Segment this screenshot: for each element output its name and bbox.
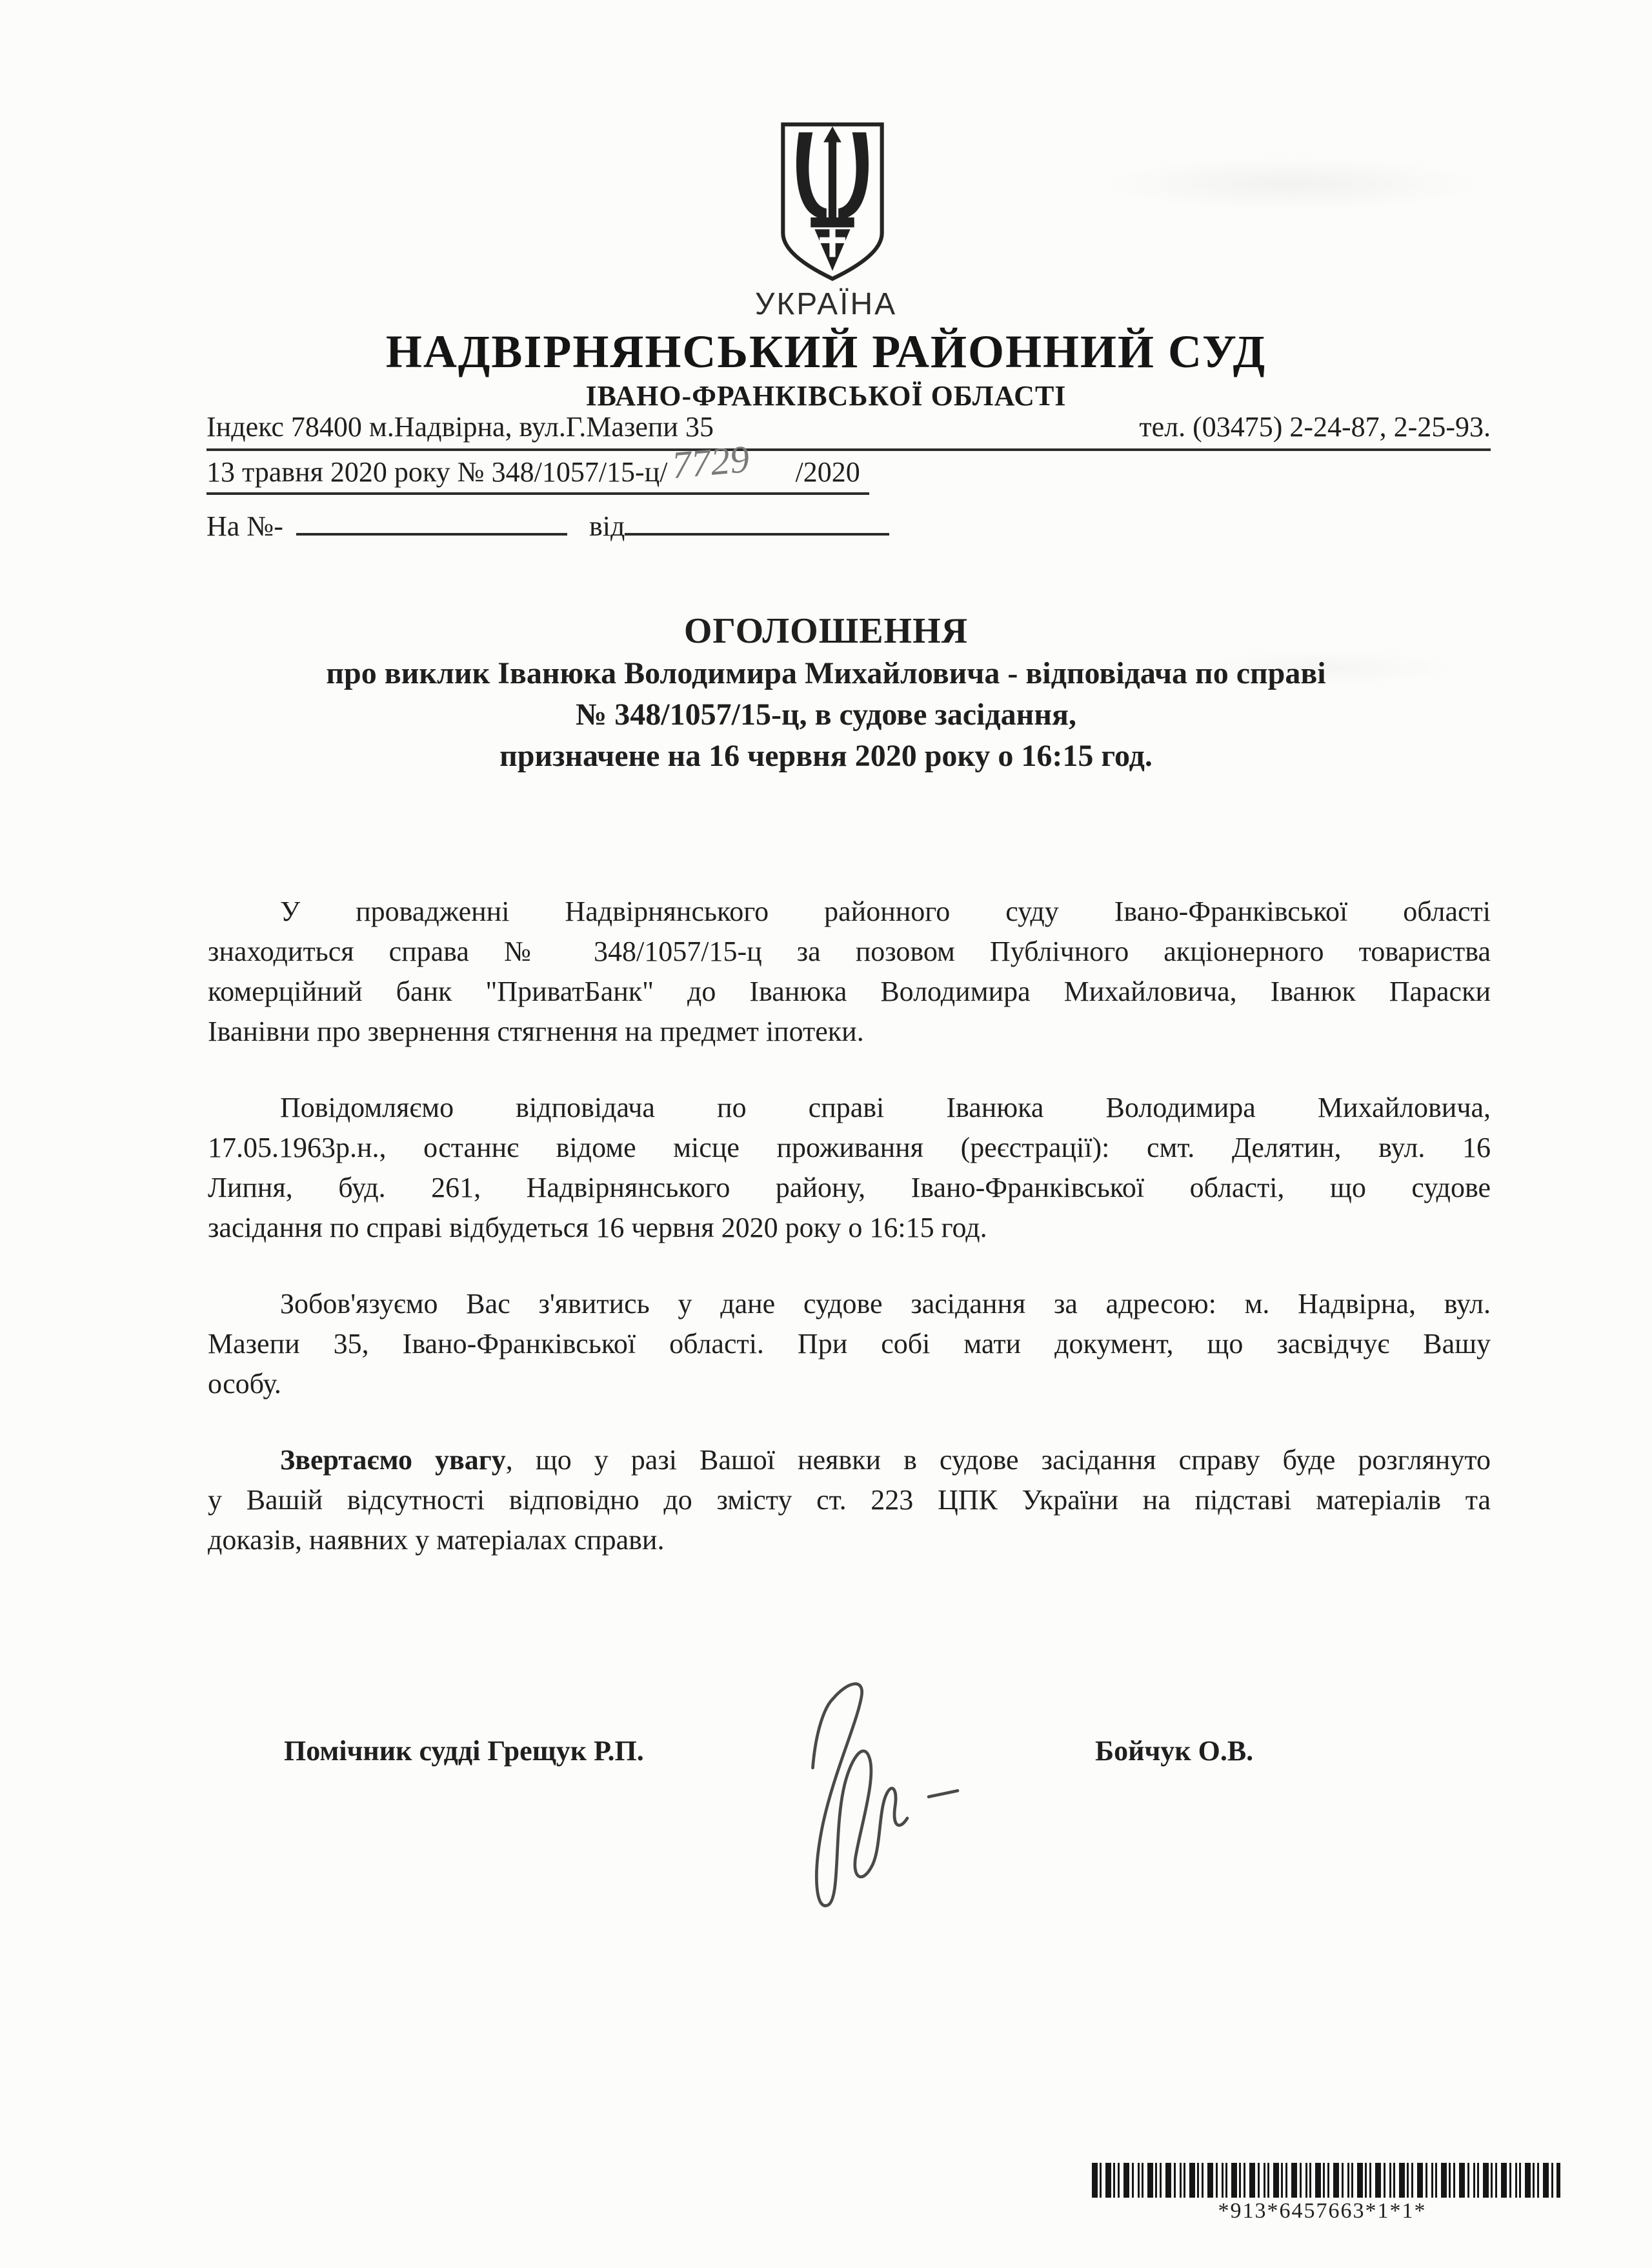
paragraph-line: Повідомляємо відповідача по справі Іванюка Володимира Михайловича,	[280, 1092, 1491, 1123]
signer-title-left: Помічник судді Грещук Р.П.	[284, 1735, 644, 1767]
paragraph-line: знаходиться справа № 348/1057/15-ц за позовом Публічного акціонерного товариства	[208, 936, 1491, 967]
paragraph-line: доказів, наявних у матеріалах справи.	[208, 1524, 665, 1556]
announcement-subtitle-line-2: № 348/1057/15-ц, в судове засідання,	[576, 697, 1076, 732]
document-body	[208, 892, 1491, 1596]
signature-autograph-icon	[715, 1676, 999, 1928]
barcode-text: *913*6457663*1*1*	[1218, 2199, 1427, 2223]
country-name: УКРАЇНА	[754, 287, 898, 321]
paragraph-line: У провадженні Надвірнянського районного суду Івано-Франківської області	[280, 896, 1491, 927]
incoming-ref-row	[206, 505, 889, 543]
announcement-heading: ОГОЛОШЕННЯ	[683, 611, 969, 651]
paragraph-line: 17.05.1963р.н., останнє відоме місце проживання (реєстрації): смт. Делятин, вул. 16	[208, 1132, 1491, 1163]
handwritten-ref-number: 7729	[670, 437, 752, 487]
ukraine-coat-of-arms-icon	[773, 117, 892, 288]
outgoing-ref-prefix: 13 травня 2020 року № 348/1057/15-ц/	[206, 456, 668, 488]
paragraph-line: засідання по справі відбудеться 16 червня 2020 року о 16:15 год.	[208, 1212, 987, 1243]
court-phone: тел. (03475) 2-24-87, 2-25-93.	[1139, 411, 1491, 443]
paragraph-line: особу.	[208, 1368, 281, 1400]
incoming-ref-date-blank	[625, 505, 889, 536]
paragraph-line: Іванівни про звернення стягнення на предмет іпотеки.	[208, 1016, 864, 1047]
incoming-ref-na-label: На №-	[206, 510, 283, 542]
paragraph-line: Липня, буд. 261, Надвірнянського району, Івано-Франківської області, що судове	[208, 1172, 1491, 1203]
paragraph-line: комерційний банк "ПриватБанк" до Іванюка Володимира Михайловича, Іванюк Параски	[208, 976, 1491, 1007]
court-name: НАДВІРНЯНСЬКИЙ РАЙОННИЙ СУД	[385, 326, 1267, 377]
incoming-ref-vid-label: від	[589, 510, 625, 542]
paragraph-line: у Вашій відсутності відповідно до змісту ст. 223 ЦПК України на підставі матеріалів та	[208, 1484, 1491, 1516]
announcement-subtitle-line-1: про виклик Іванюка Володимира Михайловича - відповідача по справі	[326, 656, 1326, 690]
paragraph-appearance-obligation	[208, 1284, 1491, 1404]
paragraph-absence-warning	[208, 1440, 1491, 1560]
barcode-image	[1092, 2163, 1560, 2198]
paragraph-case-info	[208, 892, 1491, 1052]
court-region: ІВАНО-ФРАНКІВСЬКОЇ ОБЛАСТІ	[585, 380, 1067, 412]
paragraph-defendant-notice	[208, 1088, 1491, 1248]
warning-bold-lead: Звертаємо увагу	[280, 1444, 506, 1476]
paragraph-line: Мазепи 35, Івано-Франківської області. При собі мати документ, що засвідчує Вашу	[208, 1328, 1491, 1360]
paragraph-line	[208, 1440, 1491, 1480]
warning-line-rest: , що у разі Вашої неявки в судове засідання справу буде розглянуто	[505, 1444, 1491, 1476]
signer-name-right: Бойчук О.В.	[1095, 1735, 1254, 1767]
paragraph-line: Зобов'язуємо Вас з'явитись у дане судове засідання за адресою: м. Надвірна, вул.	[280, 1288, 1491, 1320]
outgoing-ref-row	[206, 437, 869, 495]
address-phone-row	[206, 410, 1491, 451]
outgoing-ref-suffix: /2020	[795, 456, 860, 488]
incoming-ref-number-blank	[296, 505, 567, 536]
court-address: Індекс 78400 м.Надвірна, вул.Г.Мазепи 35	[206, 411, 714, 443]
announcement-subtitle-line-3: призначене на 16 червня 2020 року о 16:15 год.	[499, 739, 1153, 773]
